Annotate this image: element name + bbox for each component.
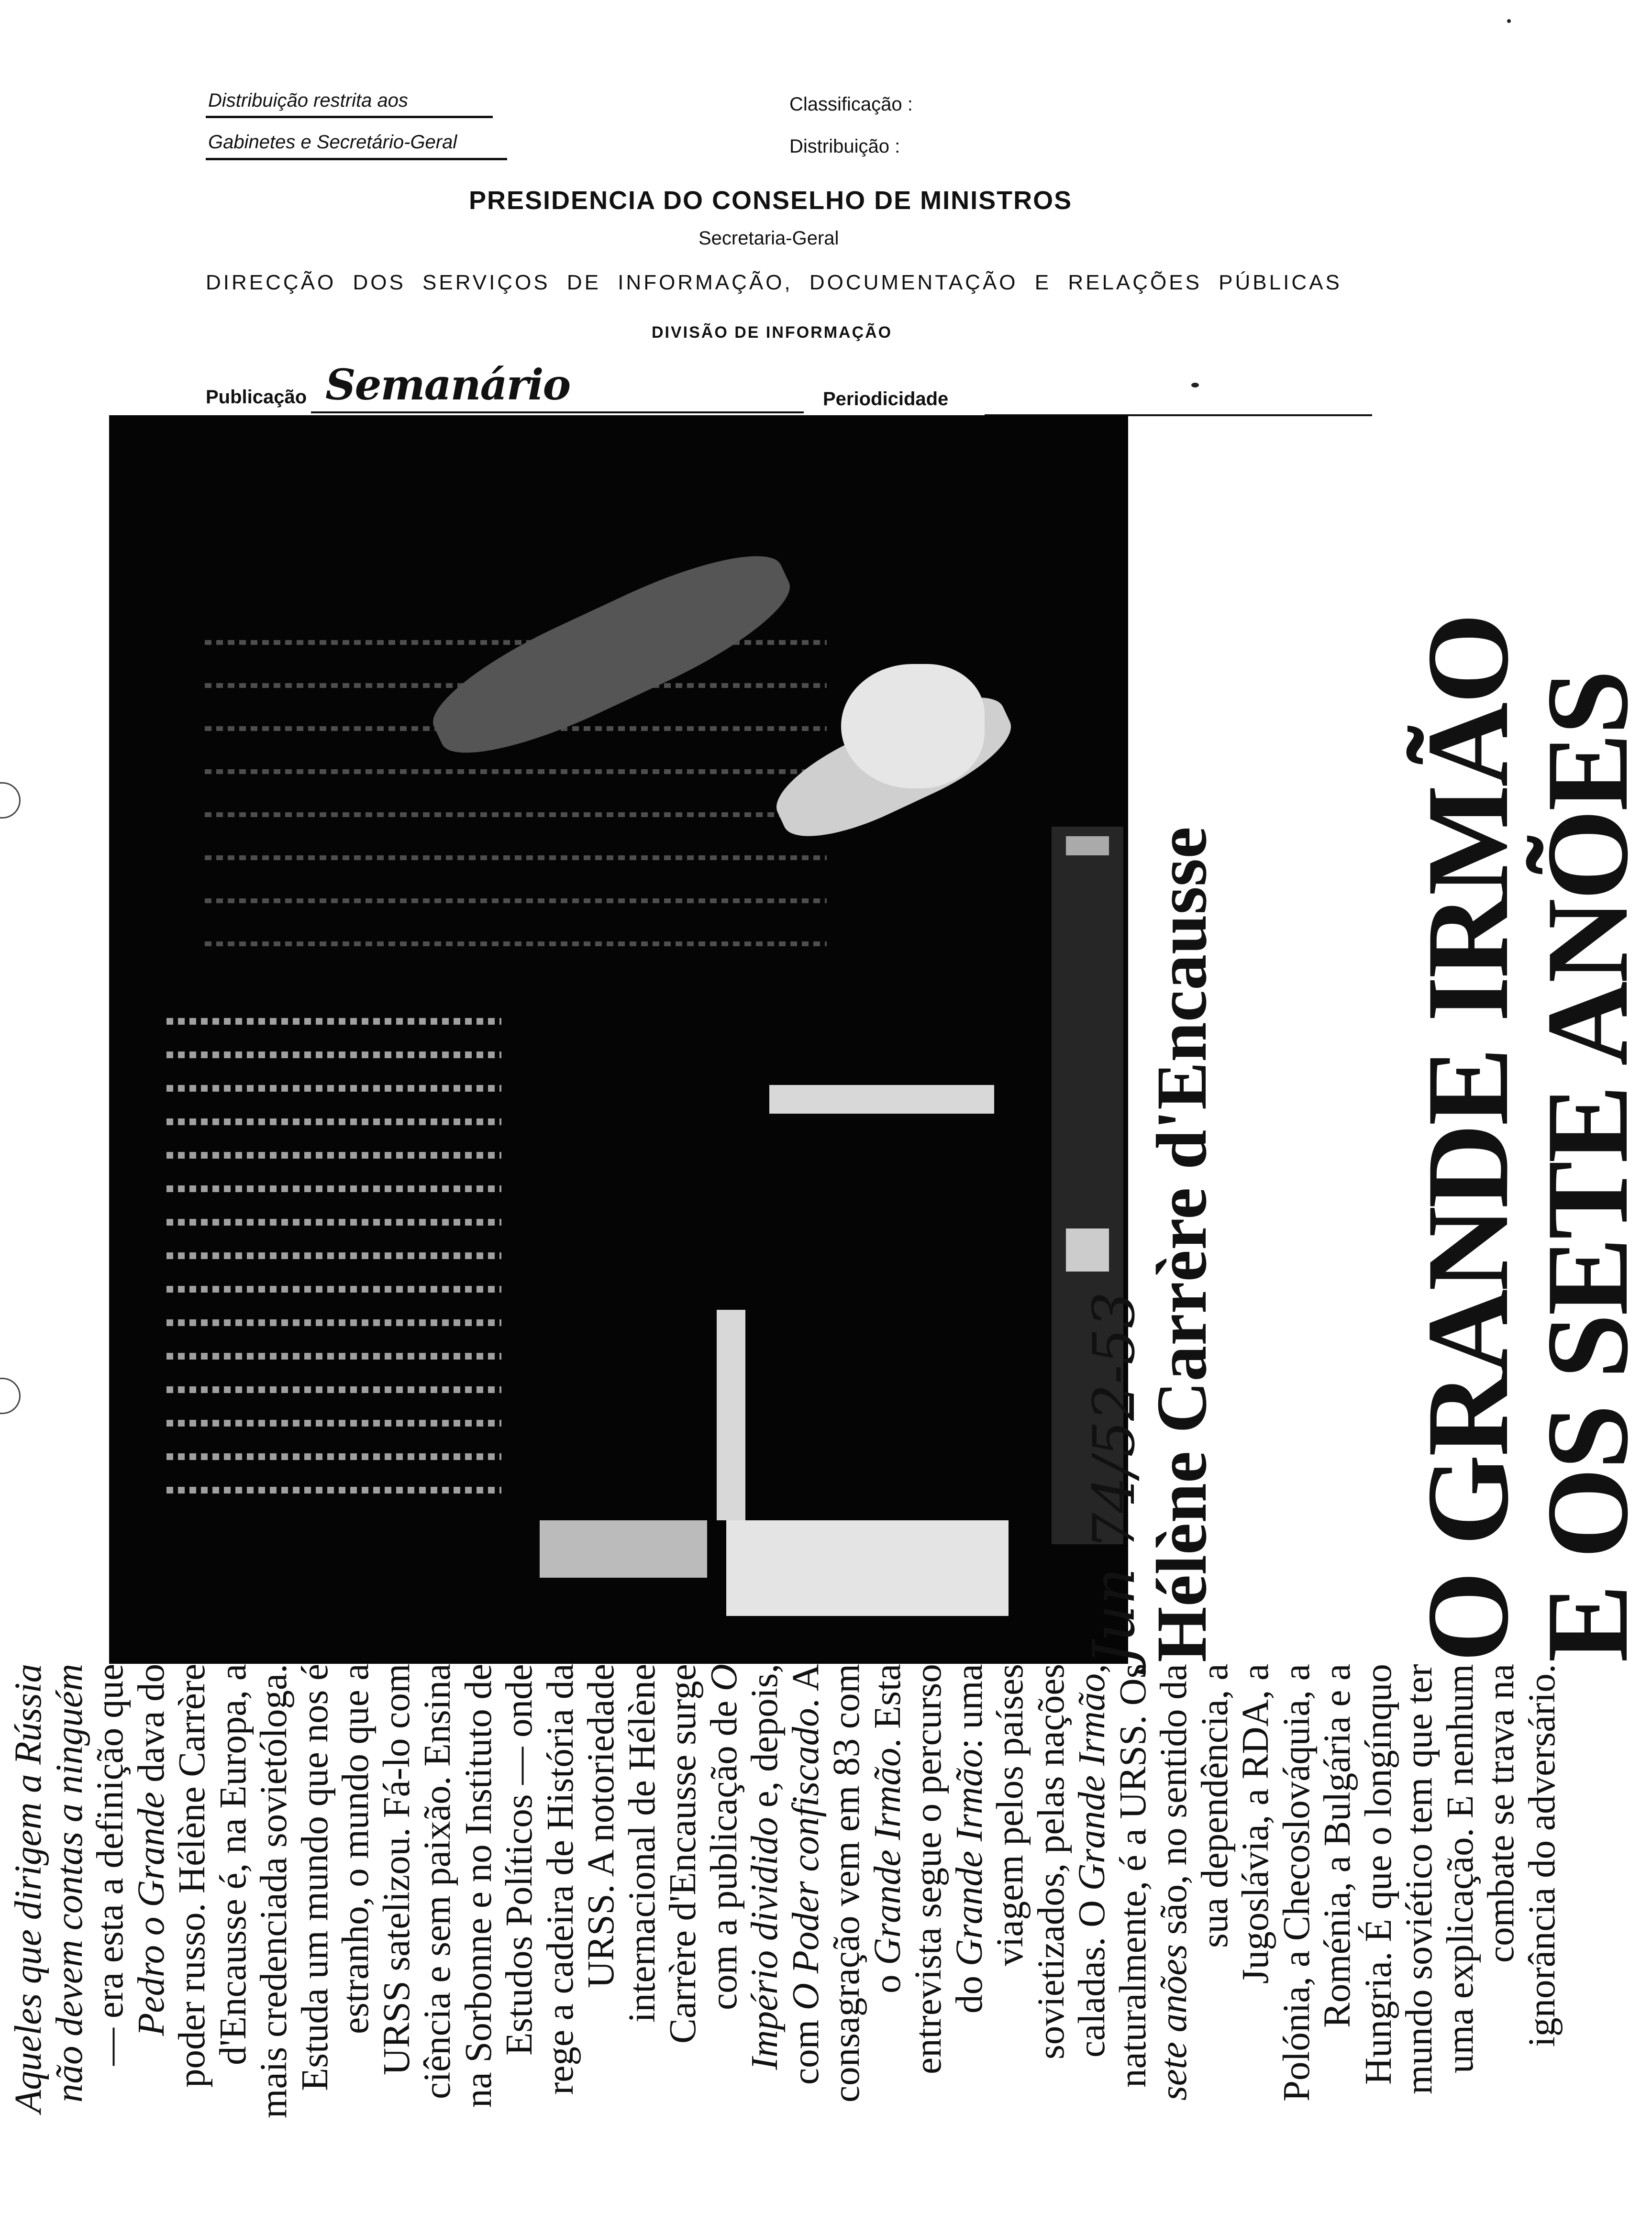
publication-field-line: [311, 411, 804, 413]
article-body-line: [1237, 1664, 1275, 1984]
text-run: . A: [785, 1664, 827, 1708]
division-title: DIVISÃO DE INFORMAÇÃO: [652, 323, 893, 342]
article-body-line: [991, 1664, 1029, 1966]
article-body-line: [1196, 1664, 1234, 1948]
article-body-line: [582, 1664, 620, 1988]
text-run: d'Encausse é, na Europa, a: [212, 1664, 254, 2065]
text-run: viagem pelos países: [989, 1664, 1031, 1966]
secretariat-title: Secretaria-Geral: [698, 228, 839, 249]
distribution-label: Distribuição :: [789, 136, 900, 157]
italic-text: O Poder confiscado: [785, 1708, 827, 2011]
article-body-line: [91, 1664, 129, 2066]
text-run: consagração vem em 83 com: [826, 1664, 867, 2102]
article-body-line: [909, 1664, 947, 2074]
scan-speck: [1507, 19, 1511, 23]
article-body-line: [1523, 1664, 1561, 2047]
text-run: com a publicação de: [703, 1691, 745, 2010]
article-body-line: [1319, 1664, 1356, 2028]
text-run: ciência e sem paixão. Ensina: [417, 1663, 458, 2099]
text-run: caladas. O: [1071, 1891, 1113, 2058]
article-body-line: [1482, 1664, 1520, 1963]
text-run: estranho, o mundo que a: [335, 1663, 377, 2034]
article-body-line: [1275, 1664, 1318, 2102]
underline: [206, 116, 493, 118]
article-body-line: [1441, 1664, 1479, 2074]
article-body-line: [664, 1664, 702, 2044]
text-run: do: [948, 1966, 990, 2014]
handwritten-date: Jun 74/52-53: [1081, 1292, 1148, 1665]
article-body-line: [1073, 1664, 1111, 2058]
article-body-line: [705, 1664, 743, 2010]
article-body-line: [1357, 1664, 1399, 2085]
text-run: na Sorbonne e no Instituto de: [457, 1663, 499, 2108]
italic-text: Grande Irmão: [1071, 1673, 1113, 1891]
text-run: mais credenciada sovietóloga.: [253, 1664, 295, 2118]
article-body-line: [500, 1664, 538, 2056]
text-run: Polónia, a Checoslováquia, a: [1275, 1664, 1318, 2102]
punch-hole: [0, 782, 21, 819]
text-run: rege a cadeira de História da: [539, 1663, 581, 2095]
article-body-line: [130, 1663, 172, 2036]
article-photo: [109, 415, 1128, 1664]
periodicity-label: Periodicidade: [823, 388, 949, 409]
article-body-line: [48, 1663, 90, 2102]
article-body-line: [419, 1664, 456, 2099]
text-run: o: [866, 1965, 909, 1993]
article-body-line: [214, 1664, 252, 2065]
text-run: entrevista segue o percurso: [908, 1664, 949, 2074]
text-run: sua dependência, a: [1194, 1663, 1236, 1948]
text-run: Hungria. É que o longínquo: [1357, 1664, 1399, 2085]
text-run: Carrère d'Encausse surge: [662, 1664, 704, 2044]
text-run: são, no sentido da: [1153, 1664, 1195, 1945]
article-body-line: [296, 1664, 334, 2091]
article-body-line: [948, 1664, 990, 2014]
text-run: naturalmente, é a URSS. Os: [1112, 1663, 1154, 2088]
underline: [206, 158, 507, 160]
text-run: . Esta: [866, 1664, 909, 1748]
article-body-line: [1032, 1664, 1070, 2059]
article-body-line: [173, 1664, 211, 2088]
text-run: internacional de Hélène: [621, 1663, 663, 2023]
text-run: Jugoslávia, a RDA, a: [1235, 1663, 1276, 1984]
italic-text: O: [703, 1664, 745, 1692]
italic-text: não devem contas a ninguém: [48, 1663, 90, 2102]
text-run: sovietizados, pelas nações: [1030, 1663, 1072, 2059]
distribution-restriction-line2: Gabinetes e Secretário-Geral: [208, 132, 457, 153]
italic-text: sete anões: [1153, 1944, 1195, 2101]
text-run: Roménia, a Bulgária e a: [1317, 1663, 1358, 2028]
distribution-restriction-line1: Distribuição restrita aos: [208, 90, 408, 111]
directorate-title: DIRECÇÃO DOS SERVIÇOS DE INFORMAÇÃO, DOCUMENTAÇÃO E RELAÇÕES PÚBLICAS: [206, 271, 1342, 294]
text-run: poder russo. Hélène Carrère: [171, 1663, 213, 2088]
article-body-line: [866, 1664, 909, 1993]
headline-line1: O GRANDE IRMÃO: [1403, 615, 1532, 1662]
headline-line2: E OS SETE ANÕES: [1522, 671, 1652, 1662]
italic-text: Império dividido: [744, 1817, 786, 2070]
publication-handwritten-value: Semanário: [325, 360, 570, 409]
italic-text: Grande Irmão: [866, 1748, 909, 1965]
article-body-line: [457, 1663, 499, 2108]
article-body-line: [787, 1664, 825, 2085]
punch-hole: [0, 1378, 21, 1414]
article-body-line: [746, 1664, 784, 2070]
text-run: URSS satelizou. Fá-lo com: [376, 1663, 418, 2075]
text-run: combate se trava na: [1480, 1663, 1522, 1963]
article-body-line: [539, 1663, 581, 2095]
article-body-line: [1155, 1664, 1193, 2101]
text-run: mundo soviético tem que ter: [1398, 1664, 1440, 2094]
text-run: URSS. A notoriedade: [580, 1663, 622, 1988]
text-run: ignorância do adversário.: [1521, 1664, 1563, 2047]
italic-text: Aqueles que dirigem a Rússia: [8, 1663, 49, 2113]
article-body-line: [623, 1664, 661, 2023]
text-run: : uma: [948, 1664, 990, 1749]
text-run: ,: [1071, 1664, 1113, 1674]
article-body-line: [828, 1664, 865, 2102]
text-run: com: [785, 2010, 827, 2085]
text-run: Estuda um mundo que nos é: [294, 1663, 336, 2091]
text-run: uma explicação. E nenhum: [1439, 1664, 1481, 2073]
article-body-line: [10, 1664, 47, 2113]
article-body-line: [337, 1664, 375, 2034]
italic-text: Pedro o Grande: [130, 1792, 172, 2036]
classification-label: Classificação :: [789, 94, 913, 115]
text-run: — era esta a definição que: [89, 1663, 131, 2066]
text-run: Estudos Políticos — onde: [499, 1664, 540, 2056]
scan-speck: [1191, 383, 1199, 387]
article-body-line: [378, 1664, 416, 2075]
presidency-title: PRESIDENCIA DO CONSELHO DE MINISTROS: [469, 186, 1073, 215]
text-run: dava do: [130, 1663, 172, 1792]
italic-text: Grande Irmão: [948, 1749, 990, 1967]
text-run: e, depois,: [744, 1663, 786, 1817]
article-body-line: [1400, 1664, 1438, 2094]
byline: Hélène Carrère d'Encausse: [1142, 827, 1221, 1662]
article-body-line: [255, 1664, 293, 2118]
publication-label: Publicação: [206, 387, 307, 408]
article-body-line: [1114, 1664, 1152, 2088]
